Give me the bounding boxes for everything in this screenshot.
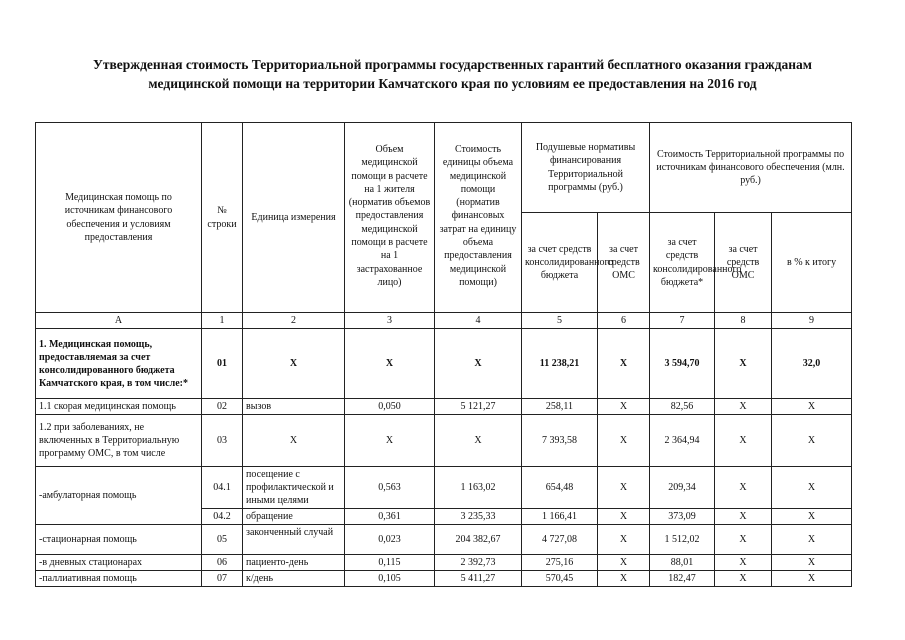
row-pct: Х xyxy=(772,415,852,467)
row-cost-oms: Х xyxy=(715,555,772,571)
numbering-cell: 1 xyxy=(202,313,243,329)
table-row xyxy=(36,555,852,571)
row-unit-cost: Х xyxy=(435,415,522,467)
row-unit: вызов xyxy=(243,399,345,415)
row-cost-budget: 373,09 xyxy=(650,509,715,525)
header-col-2: Единица измерения xyxy=(243,123,345,313)
row-pct: Х xyxy=(772,571,852,587)
row-cost-oms: Х xyxy=(715,509,772,525)
row-pc-budget: 258,11 xyxy=(522,399,598,415)
row-number: 07 xyxy=(202,571,243,587)
row-pc-oms: Х xyxy=(598,329,650,399)
row-unit: Х xyxy=(243,415,345,467)
row-pct: Х xyxy=(772,399,852,415)
table-row xyxy=(36,525,852,555)
row-cost-budget: 182,47 xyxy=(650,571,715,587)
row-unit-cost: 204 382,67 xyxy=(435,525,522,555)
row-unit-cost: Х xyxy=(435,329,522,399)
row-name: 1.1 скорая медицинская помощь xyxy=(36,399,202,415)
row-pc-oms: Х xyxy=(598,415,650,467)
row-pct: Х xyxy=(772,555,852,571)
row-volume: 0,115 xyxy=(345,555,435,571)
document-title xyxy=(40,55,865,93)
row-number: 03 xyxy=(202,415,243,467)
row-pc-budget: 11 238,21 xyxy=(522,329,598,399)
row-cost-budget: 3 594,70 xyxy=(650,329,715,399)
row-cost-budget: 209,34 xyxy=(650,467,715,509)
header-col-1: № строки xyxy=(202,123,243,313)
table-row xyxy=(36,399,852,415)
numbering-cell: 6 xyxy=(598,313,650,329)
row-pc-oms: Х xyxy=(598,509,650,525)
row-pct: Х xyxy=(772,525,852,555)
row-pc-budget: 7 393,58 xyxy=(522,415,598,467)
row-cost-budget: 1 512,02 xyxy=(650,525,715,555)
table-row xyxy=(36,329,852,399)
header-col-9: в % к итогу xyxy=(772,213,852,313)
row-volume: 0,050 xyxy=(345,399,435,415)
row-pc-oms: Х xyxy=(598,525,650,555)
row-cost-budget: 2 364,94 xyxy=(650,415,715,467)
row-pc-budget: 570,45 xyxy=(522,571,598,587)
row-cost-oms: Х xyxy=(715,415,772,467)
table-row xyxy=(36,571,852,587)
title-line-1: Утвержденная стоимость Территориальной программы государственных гарантий бесплатного оказания гражданам xyxy=(92,57,813,72)
row-unit: посещение с профилактической и иными целями xyxy=(243,467,345,509)
row-cost-budget: 88,01 xyxy=(650,555,715,571)
row-name: -амбулаторная помощь xyxy=(36,467,202,525)
row-pc-budget: 654,48 xyxy=(522,467,598,509)
numbering-cell: 3 xyxy=(345,313,435,329)
row-cost-oms: Х xyxy=(715,525,772,555)
header-group-cost: Стоимость Территориальной программы по источникам финансового обеспечения (млн. руб.) xyxy=(650,123,852,213)
header-col-8: за счет средств ОМС xyxy=(715,213,772,313)
row-pc-oms: Х xyxy=(598,399,650,415)
row-volume: 0,563 xyxy=(345,467,435,509)
row-pc-budget: 4 727,08 xyxy=(522,525,598,555)
row-number: 06 xyxy=(202,555,243,571)
row-volume: 0,023 xyxy=(345,525,435,555)
row-cost-oms: Х xyxy=(715,467,772,509)
header-col-4: Стоимость единицы объема медицинской помощи (норматив финансовых затрат на единицу объема предоставления медицинской помощи) xyxy=(435,123,522,313)
row-pc-oms: Х xyxy=(598,467,650,509)
numbering-cell: А xyxy=(36,313,202,329)
row-pct: Х xyxy=(772,467,852,509)
row-cost-budget: 82,56 xyxy=(650,399,715,415)
row-volume: 0,361 xyxy=(345,509,435,525)
table-row xyxy=(36,415,852,467)
row-name: -в дневных стационарах xyxy=(36,555,202,571)
row-cost-oms: Х xyxy=(715,571,772,587)
numbering-cell: 2 xyxy=(243,313,345,329)
row-pc-oms: Х xyxy=(598,571,650,587)
row-pct: Х xyxy=(772,509,852,525)
row-name: 1.2 при заболеваниях, не включенных в Территориальную программу ОМС, в том числе xyxy=(36,415,202,467)
header-group-per-capita: Подушевые нормативы финансирования Территориальной программы (руб.) xyxy=(522,123,650,213)
numbering-cell: 9 xyxy=(772,313,852,329)
row-unit-cost: 5 121,27 xyxy=(435,399,522,415)
table-row xyxy=(36,467,852,509)
row-unit: Х xyxy=(243,329,345,399)
row-unit-cost: 2 392,73 xyxy=(435,555,522,571)
row-unit: законченный случай xyxy=(243,525,345,555)
row-unit-cost: 1 163,02 xyxy=(435,467,522,509)
row-pct: 32,0 xyxy=(772,329,852,399)
header-col-7: за счет средств консолидированного бюджета* xyxy=(650,213,715,313)
row-volume: Х xyxy=(345,415,435,467)
row-unit-cost: 5 411,27 xyxy=(435,571,522,587)
title-line-2: медицинской помощи на территории Камчатского края по условиям ее предоставления на 2016 год xyxy=(148,76,757,91)
row-number: 01 xyxy=(202,329,243,399)
cost-table xyxy=(35,122,852,587)
row-unit: обращение xyxy=(243,509,345,525)
numbering-row xyxy=(36,313,852,329)
header-row-1 xyxy=(36,123,852,213)
header-col-a: Медицинская помощь по источникам финансового обеспечения и условиям предоставления xyxy=(36,123,202,313)
header-col-6: за счет средств ОМС xyxy=(598,213,650,313)
row-name: -стационарная помощь xyxy=(36,525,202,555)
numbering-cell: 8 xyxy=(715,313,772,329)
header-col-5: за счет средств консолидированного бюджета xyxy=(522,213,598,313)
row-number: 05 xyxy=(202,525,243,555)
row-volume: Х xyxy=(345,329,435,399)
row-pc-oms: Х xyxy=(598,555,650,571)
row-unit: пациенто-день xyxy=(243,555,345,571)
row-number: 02 xyxy=(202,399,243,415)
numbering-cell: 4 xyxy=(435,313,522,329)
row-pc-budget: 1 166,41 xyxy=(522,509,598,525)
row-unit: к/день xyxy=(243,571,345,587)
row-name: 1. Медицинская помощь, предоставляемая за счет консолидированного бюджета Камчатского края, в том числе:* xyxy=(36,329,202,399)
row-number: 04.2 xyxy=(202,509,243,525)
numbering-cell: 5 xyxy=(522,313,598,329)
row-pc-budget: 275,16 xyxy=(522,555,598,571)
numbering-cell: 7 xyxy=(650,313,715,329)
row-unit-cost: 3 235,33 xyxy=(435,509,522,525)
header-col-3: Объем медицинской помощи в расчете на 1 жителя (норматив объемов предоставления медицинской помощи в расчете на 1 застрахованное лицо) xyxy=(345,123,435,313)
row-cost-oms: Х xyxy=(715,329,772,399)
row-cost-oms: Х xyxy=(715,399,772,415)
row-number: 04.1 xyxy=(202,467,243,509)
row-name: -паллиативная помощь xyxy=(36,571,202,587)
row-volume: 0,105 xyxy=(345,571,435,587)
